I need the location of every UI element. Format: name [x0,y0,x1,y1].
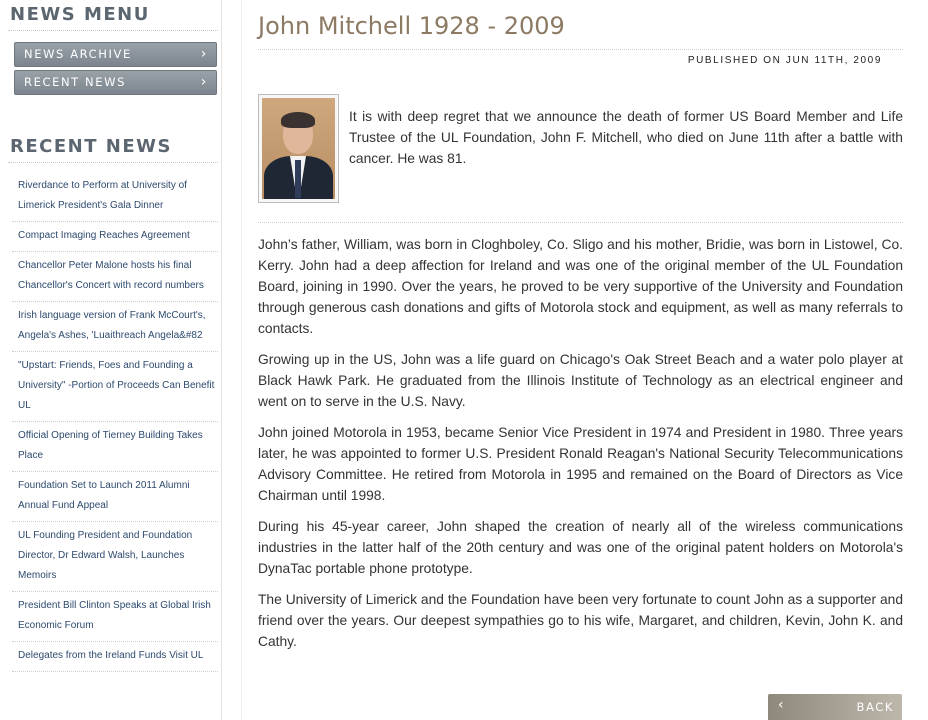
published-date: PUBLISHED ON JUN 11TH, 2009 [687,55,882,66]
recent-news-list [12,172,218,672]
news-link[interactable]: Irish language version of Frank McCourt's, Angela's Ashes, 'Luaithreach Angela&#82 [18,310,206,341]
news-link[interactable]: Chancellor Peter Malone hosts his final Chancellor's Concert with record numbers [18,260,204,291]
page-title: John Mitchell 1928 - 2009 [258,12,565,40]
article [241,0,928,720]
news-link[interactable]: Delegates from the Ireland Funds Visit UL [18,650,204,661]
list-item [12,222,218,252]
article-paragraph: Growing up in the US, John was a life guard on Chicago's Oak Street Beach and a water polo player at Black Hawk Park. He graduated from the Illinois Institute of Technology as an electrical engineer and went on to serve in the U.S. Navy. [258,352,903,409]
article-body [258,234,903,662]
news-menu-heading: NEWS MENU [10,4,150,25]
news-link[interactable]: President Bill Clinton Speaks at Global Irish Economic Forum [18,600,211,631]
list-item [12,592,218,642]
news-link[interactable]: Official Opening of Tierney Building Takes Place [18,430,203,461]
list-item [12,522,218,592]
news-link[interactable]: UL Founding President and Foundation Director, Dr Edward Walsh, Launches Memoirs [18,530,193,581]
chevron-right-icon: › [200,46,208,62]
list-item [12,302,218,352]
news-link[interactable]: Riverdance to Perform at University of Limerick President's Gala Dinner [18,180,187,211]
chevron-left-icon: ‹ [778,697,786,713]
news-link[interactable]: Foundation Set to Launch 2011 Alumni Annual Fund Appeal [18,480,190,511]
news-archive-label: NEWS ARCHIVE [24,47,132,61]
portrait-photo [258,94,339,203]
divider [8,162,218,163]
list-item [12,352,218,422]
list-item [12,642,218,672]
portrait-tie [295,160,301,198]
list-item [12,422,218,472]
portrait-hair [281,112,315,128]
news-archive-button[interactable] [14,42,217,67]
sidebar [0,0,222,720]
article-paragraph: John’s father, William, was born in Cloghboley, Co. Sligo and his mother, Bridie, was born in Listowel, Co. Kerry. John had a deep affection for Ireland and was one of the original member of the UL Foundation Board, joining in 1990. Over the years, he proved to be very supportive of the University and Foundation through generous cash donations and gifts of Motorola stock and equipment, as well as many referrals to contacts. [258,237,903,336]
divider [258,49,903,50]
article-paragraph: During his 45-year career, John shaped the creation of nearly all of the wireless communications industries in the latter half of the 20th century and was one of the original patent holders on Motorola's DynaTac portable phone prototype. [258,519,903,576]
divider [258,222,903,223]
recent-news-heading: RECENT NEWS [10,136,172,157]
divider [8,30,218,31]
list-item [12,252,218,302]
recent-news-button[interactable] [14,70,217,95]
news-link[interactable]: "Upstart: Friends, Foes and Founding a University" -Portion of Proceeds Can Benefit UL [18,360,215,411]
article-paragraph: The University of Limerick and the Foundation have been very fortunate to count John as a supporter and friend over the years. Our deepest sympathies go to his wife, Margaret, and children, Kevin, John K. and Cathy. [258,592,903,649]
back-label: BACK [856,700,894,714]
chevron-right-icon: › [200,74,208,90]
recent-news-label: RECENT NEWS [24,75,126,89]
article-paragraph: John joined Motorola in 1953, became Senior Vice President in 1974 and President in 1980. Three years later, he was appointed to former U.S. President Ronald Reagan's National Security Telecommunications Advisory Committee. He retired from Motorola in 1995 and remained on the Board of Directors as Vice Chairman until 1998. [258,425,903,503]
back-button[interactable] [768,694,902,720]
article-intro: It is with deep regret that we announce the death of former US Board Member and Life Trustee of the UL Foundation, John F. Mitchell, who died on June 11th after a battle with cancer. He was 81. [349,109,903,166]
news-link[interactable]: Compact Imaging Reaches Agreement [18,230,190,241]
list-item [12,172,218,222]
list-item [12,472,218,522]
portrait-image [262,98,335,199]
